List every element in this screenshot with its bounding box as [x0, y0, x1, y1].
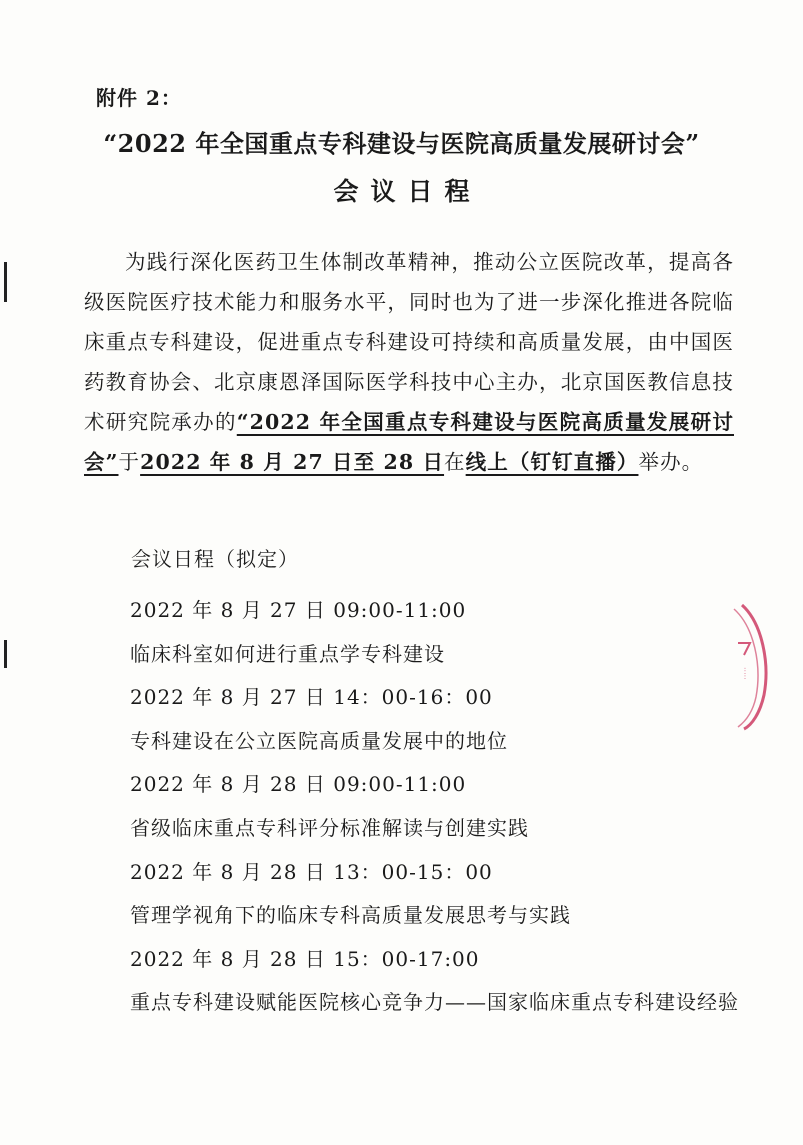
- schedule-topic: 重点专科建设赋能医院核心竞争力——国家临床重点专科建设经验: [130, 990, 739, 1015]
- scan-mark-bottom: [4, 640, 7, 668]
- schedule-time: 2022 年 8 月 28 日 15：00-17:00: [130, 946, 480, 971]
- schedule-time: 2022 年 8 月 27 日 09:00-11:00: [130, 598, 467, 622]
- svg-text:·····: ·····: [740, 667, 749, 680]
- schedule-topic: 省级临床重点专科评分标准解读与创建实践: [130, 815, 529, 840]
- document-subtitle: 会议日程: [333, 177, 482, 206]
- attachment-label: 附件 2：: [96, 86, 182, 110]
- schedule-time: 2022 年 8 月 28 日 13：00-15：00: [130, 859, 493, 884]
- schedule-topic: 临床科室如何进行重点学专科建设: [130, 641, 445, 666]
- seal-stamp-icon: [728, 603, 770, 731]
- schedule-time: 2022 年 8 月 27 日 14：00-16：00: [130, 685, 493, 710]
- intro-text-1: 为践行深化医药卫生体制改革精神，推动公立医院改革，提高各级医院医疗技术能力和服务水平，同时也为了进一步深化推进各院临床重点专科建设，促进重点专科建设可持续和高质量发展，由中国医药教育协会、北京康恩泽国际医学科技中心主办，北京国医教信息技术研究院承办的: [84, 250, 734, 434]
- intro-text-2: 于: [118, 450, 141, 474]
- schedule-title: 会议日程（拟定）: [131, 547, 299, 571]
- schedule-time: 2022 年 8 月 28 日 09:00-11:00: [130, 772, 467, 797]
- intro-date-range: 2022 年 8 月 27 日至 28 日: [140, 450, 445, 474]
- document-title: “2022 年全国重点专科建设与医院高质量发展研讨会”: [103, 129, 700, 158]
- intro-text-4: 举办。: [638, 450, 704, 474]
- schedule-topic: 专科建设在公立医院高质量发展中的地位: [130, 728, 508, 753]
- schedule-list: [130, 590, 740, 1022]
- scan-mark-top: [4, 262, 7, 302]
- intro-text-3: 在: [444, 450, 466, 474]
- intro-paragraph: [84, 242, 734, 482]
- intro-event-name: “2022 年全国重点专科建设与医院高质量发展研讨会”: [84, 410, 734, 474]
- intro-venue: 线上（钉钉直播）: [465, 450, 639, 474]
- schedule-topic: 管理学视角下的临床专科高质量发展思考与实践: [130, 903, 571, 928]
